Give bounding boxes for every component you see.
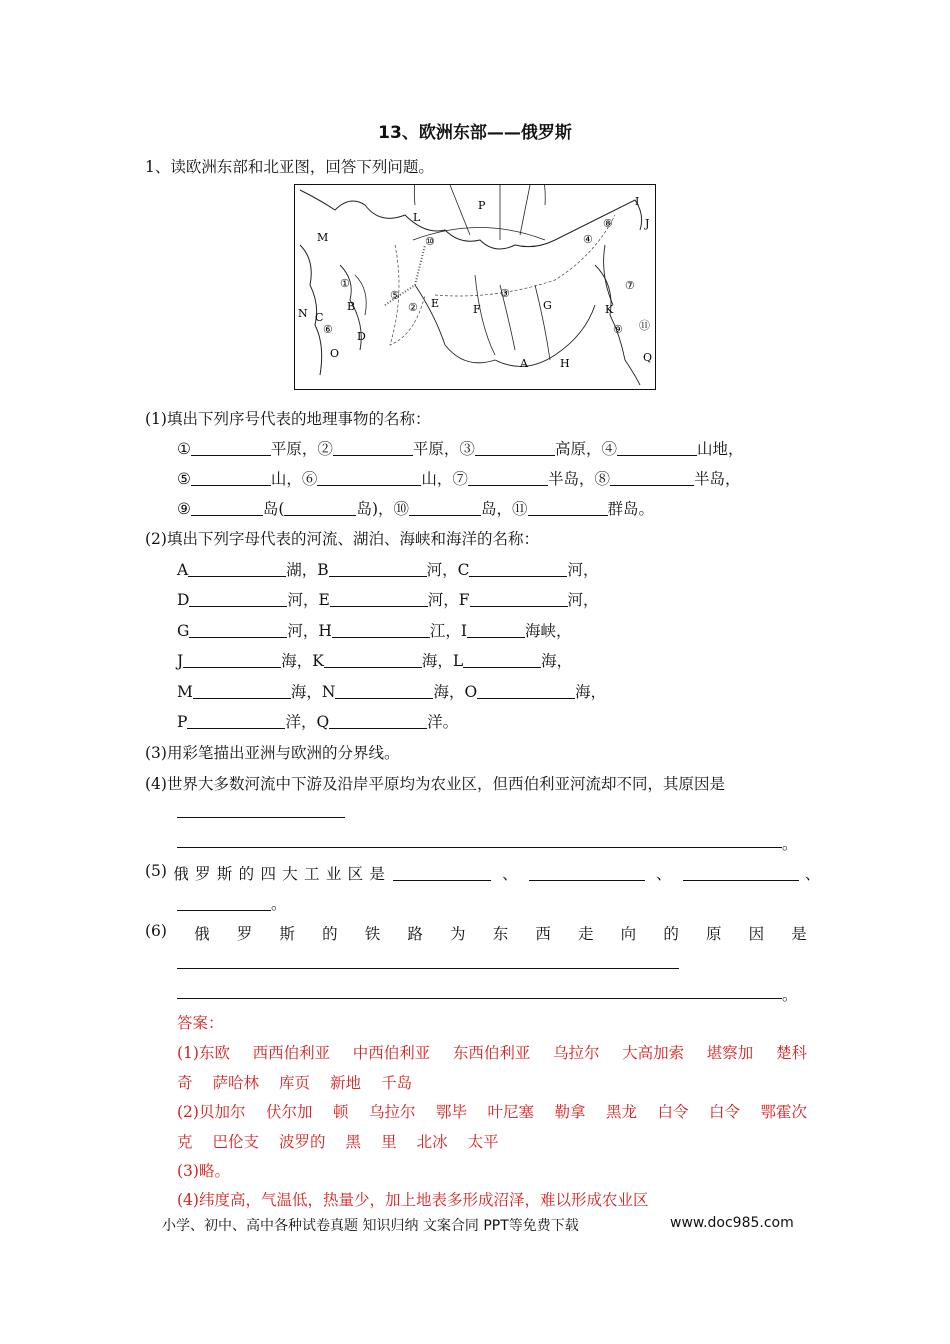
answers-label: 答案：	[177, 1014, 224, 1032]
q4-blank-2	[177, 835, 782, 848]
q2-row2: D 河，E 河，F 河，	[177, 591, 599, 609]
map-label-K: K	[605, 303, 614, 316]
q2-row3: G 河，H 江，I 海峡，	[177, 622, 572, 640]
map-label-2: ②	[408, 301, 418, 314]
map-label-7: ⑦	[625, 279, 635, 292]
map-label-9: ⑨	[613, 323, 623, 336]
q2-row6: P 洋，Q 洋。	[177, 713, 459, 731]
map-label-M: M	[317, 231, 329, 244]
footer-site-link[interactable]: www.doc985.com	[670, 1215, 794, 1231]
footer-text: 小学、初中、高中各种试卷真题 知识归纳 文案合同 PPT等免费下载	[162, 1218, 579, 1234]
q4-text: (4)世界大多数河流中下游及沿岸平原均为农业区，但西伯利亚河流却不同，其原因是	[145, 775, 725, 793]
q1-row2: ⑤ 山，⑥ 山，⑦ 半岛，⑧ 半岛，	[177, 470, 741, 488]
q5-blank-last: 。	[177, 892, 287, 914]
map-label-Q: Q	[643, 351, 653, 364]
map-label-3: ③	[500, 287, 510, 300]
q4-period: 。	[782, 835, 798, 853]
answer-3: (3)略。	[177, 1162, 230, 1180]
map-label-5: ⑤	[390, 289, 400, 302]
map-label-C: C	[315, 311, 324, 324]
map-label-4: ④	[583, 233, 593, 246]
map-label-I: I	[635, 195, 640, 208]
map-label-D: D	[357, 330, 366, 343]
q6-text: (6) 俄 罗 斯 的 铁 路 为 东 西 走 向 的 原 因 是	[145, 922, 807, 943]
q5-blanks: 、 、 、	[393, 862, 822, 884]
map-label-10: ⑩	[425, 235, 435, 248]
q6-blank-2	[177, 986, 782, 999]
page-title: 13、欧洲东部——俄罗斯	[378, 123, 572, 143]
map-drawing	[295, 185, 654, 388]
q2-prompt: (2)填出下列字母代表的河流、湖泊、海峡和海洋的名称：	[145, 530, 539, 548]
map-label-A: A	[520, 357, 528, 370]
map-label-11: ⑪	[639, 319, 650, 332]
map-label-O: O	[330, 347, 340, 360]
map-label-F: F	[473, 303, 481, 316]
question-intro: 1、读欧洲东部和北亚图，回答下列问题。	[145, 158, 434, 176]
q3-text: (3)用彩笔描出亚洲与欧洲的分界线。	[145, 744, 400, 762]
q6-period: 。	[782, 986, 798, 1004]
russia-map	[294, 184, 656, 390]
q1-row1: ① 平原，② 平原，③ 高原，④ 山地，	[177, 440, 744, 458]
map-label-B: B	[347, 300, 356, 313]
answer-4: (4)纬度高，气温低，热量少，加上地表多形成沼泽，难以形成农业区	[177, 1191, 649, 1209]
map-label-G: G	[543, 299, 552, 312]
q2-row4: J 海，K 海，L 海，	[177, 652, 573, 670]
map-label-H: H	[560, 357, 570, 370]
map-label-1: ①	[340, 277, 350, 290]
map-label-8: ⑧	[603, 217, 613, 230]
map-label-L: L	[413, 211, 421, 224]
map-label-6: ⑥	[323, 323, 333, 336]
q2-row1: A 湖，B 河，C 河，	[177, 561, 599, 579]
q5-text: (5) 俄 罗 斯 的 四 大 工 业 区 是	[145, 862, 385, 883]
q4-blank-1	[177, 805, 345, 818]
answer-1-line-1: (1)东欧 西西伯利亚 中西伯利亚 东西伯利亚 乌拉尔 大高加索 堪察加 楚科	[177, 1044, 807, 1062]
map-label-N: N	[298, 307, 308, 320]
q6-blank-1	[177, 956, 679, 969]
answer-2-line-1: (2)贝加尔 伏尔加 顿 乌拉尔 鄂毕 叶尼塞 勒拿 黑龙 白令 白令 鄂霍次	[177, 1103, 807, 1121]
map-label-J: J	[645, 217, 650, 230]
q1-row3: ⑨ 岛( 岛)，⑩ 岛，⑪ 群岛。	[177, 500, 655, 518]
answer-1-line-2: 奇 萨哈林 库页 新地 千岛	[177, 1074, 413, 1092]
map-label-P: P	[478, 199, 486, 212]
q1-prompt: (1)填出下列序号代表的地理事物的名称：	[145, 410, 431, 428]
q2-row5: M 海，N 海，O 海，	[177, 683, 607, 701]
answer-2-line-2: 克 巴伦支 波罗的 黑 里 北冰 太平	[177, 1133, 499, 1151]
map-label-E: E	[431, 297, 440, 310]
